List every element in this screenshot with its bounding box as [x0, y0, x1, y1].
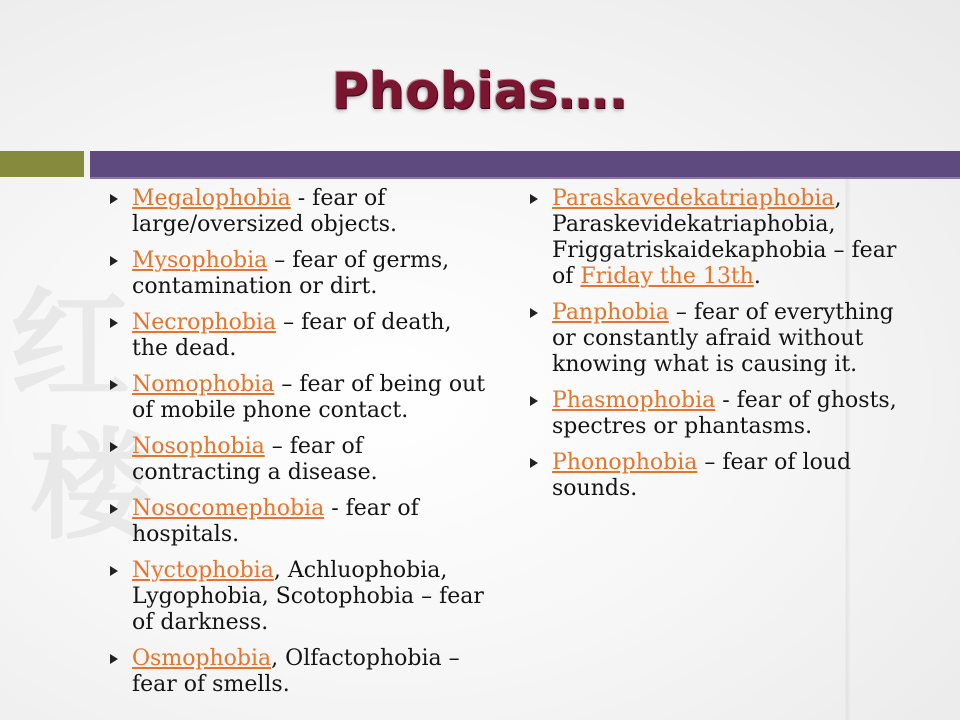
item-text: – fear of everything or constantly afraid without knowing what is causing it.: [552, 300, 894, 377]
list-item: [530, 388, 908, 440]
bullet-arrow-icon: [110, 504, 118, 514]
phobia-link[interactable]: Nosocomephobia: [132, 496, 325, 521]
phobia-link[interactable]: Paraskavedekatriaphobia: [552, 186, 835, 211]
item-text: , Olfactophobia – fear of smells.: [132, 646, 460, 697]
item-text: - fear of hospitals.: [132, 496, 419, 547]
item-text: - fear of large/oversized objects.: [132, 186, 398, 237]
list-item: [530, 186, 908, 290]
bullet-arrow-icon: [110, 318, 118, 328]
list-item: [530, 300, 908, 378]
item-text: – fear of death, the dead.: [132, 310, 452, 361]
list-item: [110, 558, 488, 636]
bullet-arrow-icon: [110, 654, 118, 664]
bullet-arrow-icon: [110, 566, 118, 576]
left-column: [110, 186, 488, 708]
list-item: [110, 434, 488, 486]
list-item: [110, 310, 488, 362]
band-purple-bar: [90, 151, 960, 179]
phobia-link[interactable]: Nosophobia: [132, 434, 265, 459]
phobia-link[interactable]: Phonophobia: [552, 450, 698, 475]
background-calligraphy: 红: [10, 275, 130, 416]
phobia-link[interactable]: Osmophobia: [132, 646, 272, 671]
item-text: – fear of contracting a disease.: [132, 434, 378, 485]
list-item: [110, 186, 488, 238]
list-item: [530, 450, 908, 502]
bullet-arrow-icon: [530, 308, 538, 318]
list-item: [110, 646, 488, 698]
slide-title: Phobias….: [331, 62, 629, 120]
phobia-link[interactable]: Nyctophobia: [132, 558, 274, 583]
friday-13th-link[interactable]: Friday the 13th: [580, 264, 754, 289]
background-calligraphy: 楼: [30, 415, 150, 556]
right-column: [530, 186, 908, 512]
phobia-link[interactable]: Megalophobia: [132, 186, 291, 211]
list-item: [110, 372, 488, 424]
item-text: - fear of ghosts, spectres or phantasms.: [552, 388, 897, 439]
bullet-arrow-icon: [110, 380, 118, 390]
bullet-arrow-icon: [110, 194, 118, 204]
bullet-arrow-icon: [110, 442, 118, 452]
phobia-link[interactable]: Mysophobia: [132, 248, 268, 273]
item-text: , Achluophobia, Lygophobia, Scotophobia – fear of darkness.: [132, 558, 484, 635]
list-item: [110, 248, 488, 300]
item-text: , Paraskevidekatriaphobia, Friggatriskaidekaphobia – fear of: [552, 186, 897, 289]
band-olive-block: [0, 151, 84, 177]
phobia-link[interactable]: Necrophobia: [132, 310, 277, 335]
item-text: – fear of germs, contamination or dirt.: [132, 248, 450, 299]
phobia-link[interactable]: Panphobia: [552, 300, 669, 325]
bullet-arrow-icon: [530, 396, 538, 406]
phobia-link[interactable]: Nomophobia: [132, 372, 275, 397]
bullet-arrow-icon: [110, 256, 118, 266]
bullet-arrow-icon: [530, 194, 538, 204]
item-text: .: [753, 264, 761, 289]
item-text: – fear of loud sounds.: [552, 450, 852, 501]
title-divider-band: [0, 151, 960, 177]
list-item: [110, 496, 488, 548]
phobia-link[interactable]: Phasmophobia: [552, 388, 716, 413]
bullet-arrow-icon: [530, 458, 538, 468]
item-text: – fear of being out of mobile phone contact.: [132, 372, 486, 423]
